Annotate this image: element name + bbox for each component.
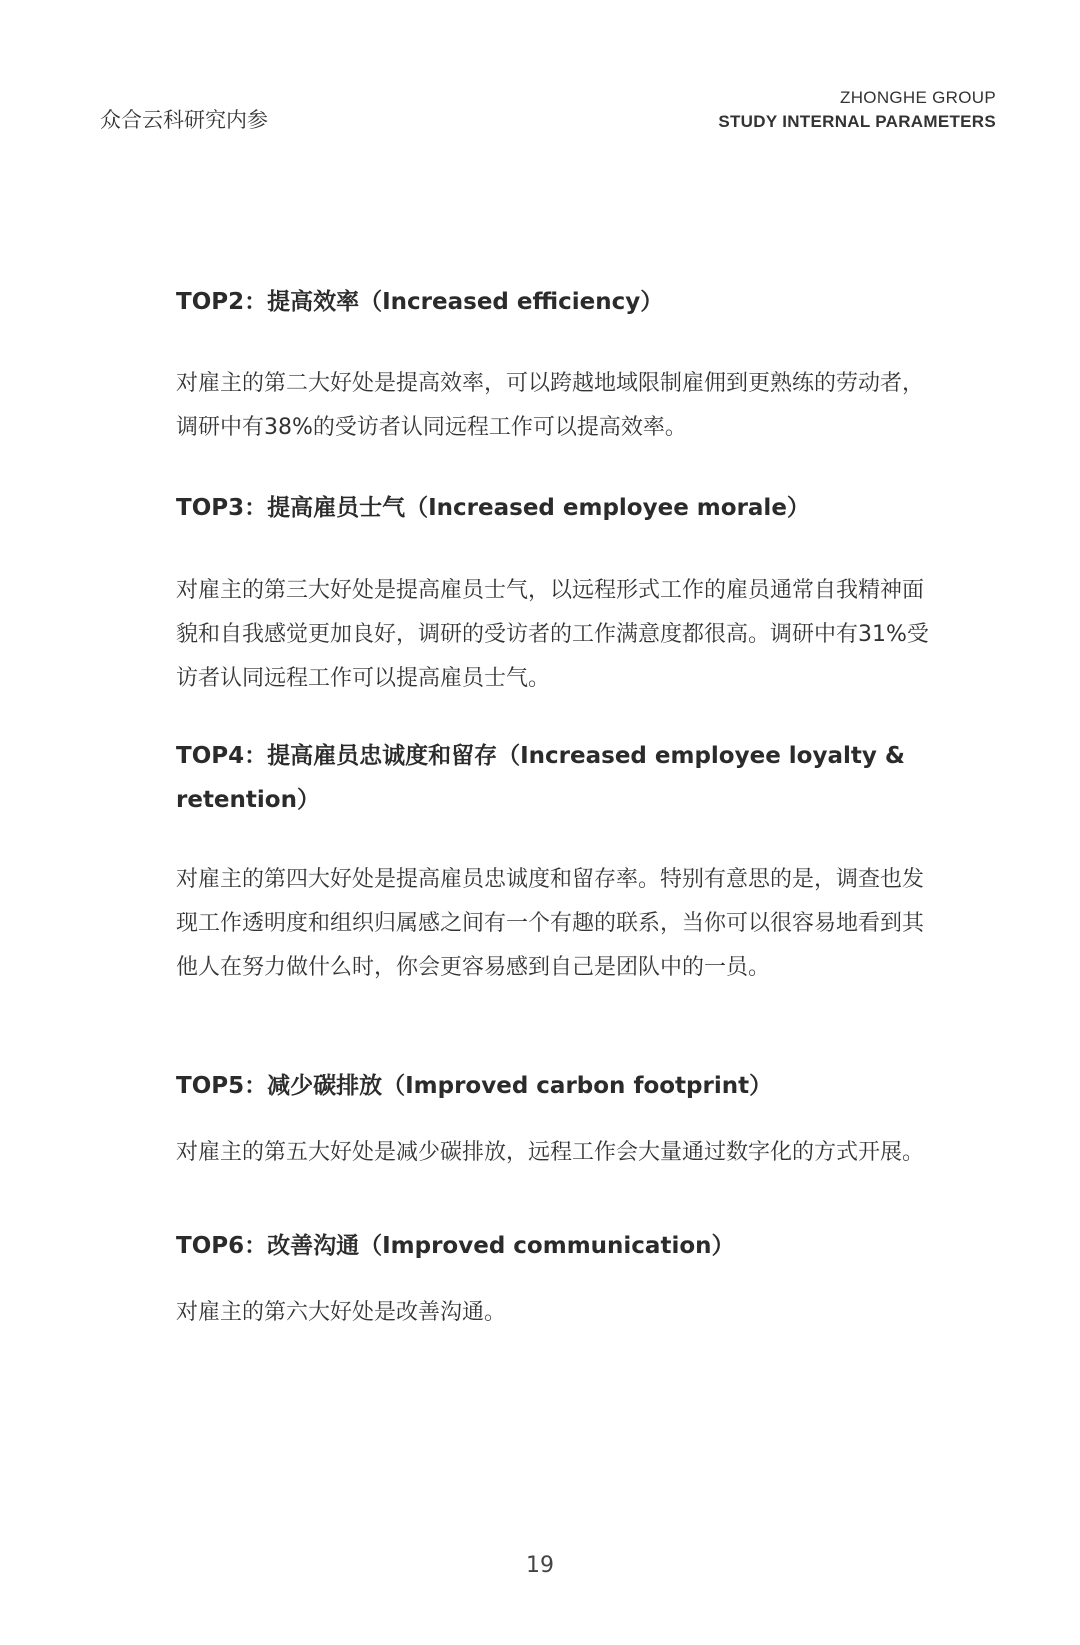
header-publication-title: 众合云科研究内参 (100, 108, 268, 132)
section-title-top6: TOP6：改善沟通（Improved communication） (176, 1233, 735, 1259)
section-body-top5: 对雇主的第五大好处是减少碳排放，远程工作会大量通过数字化的方式开展。 (176, 1140, 925, 1165)
section-body-top2: 对雇主的第二大好处是提高效率，可以跨越地域限制雇佣到更熟练的劳动者，调研中有38%的受访者认同远程工作可以提高效率。 (176, 371, 925, 440)
section-body-top6: 对雇主的第六大好处是改善沟通。 (176, 1300, 507, 1325)
page-number: 19 (526, 1553, 554, 1578)
section-title-top2: TOP2：提高效率（Increased efficiency） (176, 289, 664, 315)
header-brand-subtitle: STUDY INTERNAL PARAMETERS (718, 112, 996, 131)
section-title-top4: TOP4：提高雇员忠诚度和留存（Increased employee loyalty & retention） (176, 743, 905, 813)
section-title-top5: TOP5：减少碳排放（Improved carbon footprint） (176, 1073, 773, 1099)
header-brand (718, 86, 996, 134)
section-body-top4: 对雇主的第四大好处是提高雇员忠诚度和留存率。特别有意思的是，调查也发现工作透明度和组织归属感之间有一个有趣的联系，当你可以很容易地看到其他人在努力做什么时，你会更容易感到自己是团队中的一员。 (176, 867, 925, 980)
section-body-top3: 对雇主的第三大好处是提高雇员士气，以远程形式工作的雇员通常自我精神面貌和自我感觉更加良好，调研的受访者的工作满意度都很高。调研中有31%受访者认同远程工作可以提高雇员士气。 (176, 578, 929, 691)
section-title-top3: TOP3：提高雇员士气（Increased employee morale） (176, 495, 810, 521)
header-brand-name: ZHONGHE GROUP (840, 88, 996, 107)
